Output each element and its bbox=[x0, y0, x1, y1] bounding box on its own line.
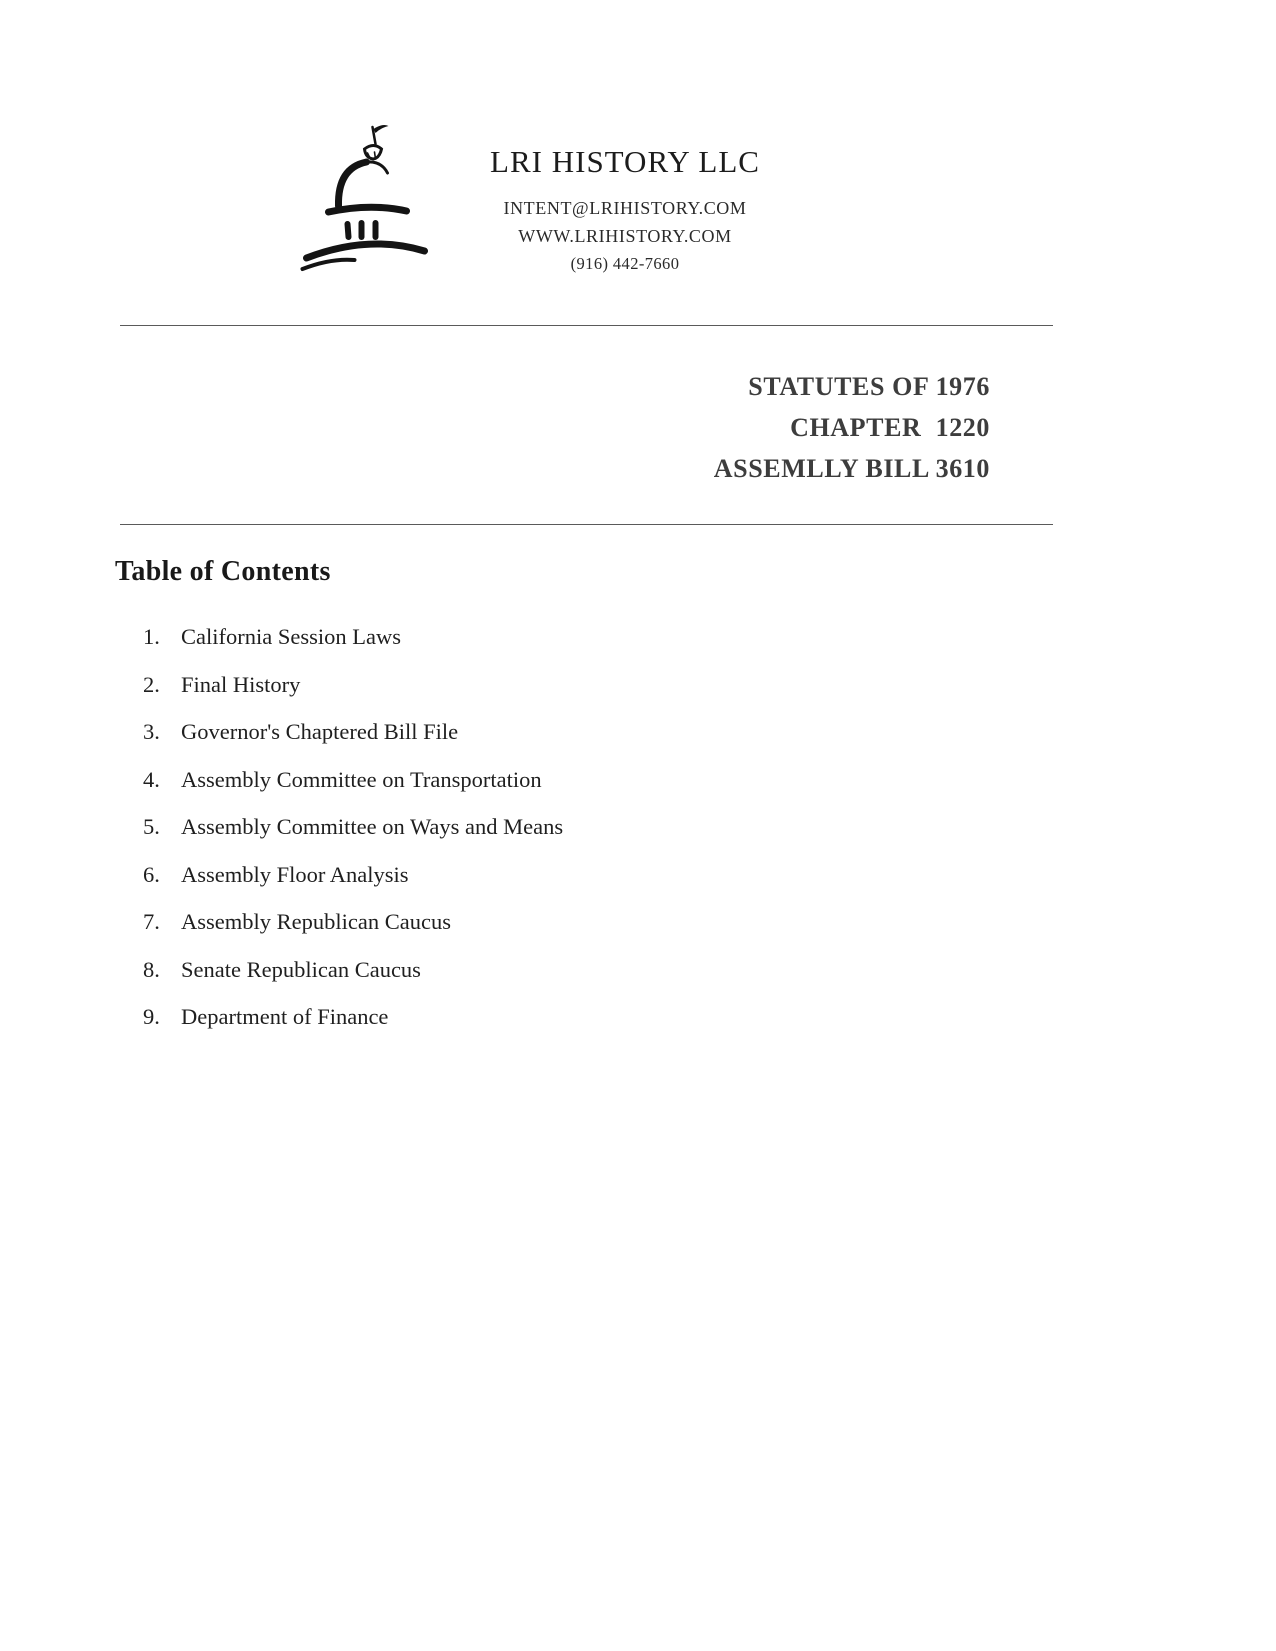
toc-item-7: Assembly Republican Caucus bbox=[181, 909, 451, 934]
company-name: LRI HISTORY LLC bbox=[490, 144, 760, 179]
divider-bottom bbox=[120, 524, 1053, 525]
toc-item-8: Senate Republican Caucus bbox=[181, 956, 421, 982]
statute-title-block bbox=[714, 366, 990, 489]
toc-heading: Table of Contents bbox=[115, 556, 331, 587]
statutes-line: STATUTES OF 1976 bbox=[748, 372, 990, 401]
capitol-dome-logo-icon bbox=[292, 118, 447, 288]
toc-item-2: Final History bbox=[181, 671, 301, 697]
website-text: WWW.LRIHISTORY.COM bbox=[518, 226, 732, 246]
toc-item-4: Assembly Committee on Transportation bbox=[181, 766, 542, 792]
toc-item-1: California Session Laws bbox=[181, 624, 401, 649]
toc-item-3: Governor's Chaptered Bill File bbox=[181, 719, 459, 744]
divider-top bbox=[120, 325, 1053, 326]
toc-item-5: Assembly Committee on Ways and Means bbox=[181, 814, 564, 839]
chapter-line: CHAPTER 1220 bbox=[790, 413, 990, 442]
letterhead bbox=[292, 118, 775, 288]
contact-block bbox=[475, 118, 775, 278]
phone-text: (916) 442-7660 bbox=[570, 254, 680, 273]
toc-item-9: Department of Finance bbox=[181, 1004, 389, 1029]
toc-item-6: Assembly Floor Analysis bbox=[181, 861, 409, 887]
toc-list bbox=[143, 620, 563, 1048]
email-text: INTENT@LRIHISTORY.COM bbox=[503, 198, 747, 218]
assembly-bill-line: ASSEMLLY BILL 3610 bbox=[713, 454, 990, 483]
